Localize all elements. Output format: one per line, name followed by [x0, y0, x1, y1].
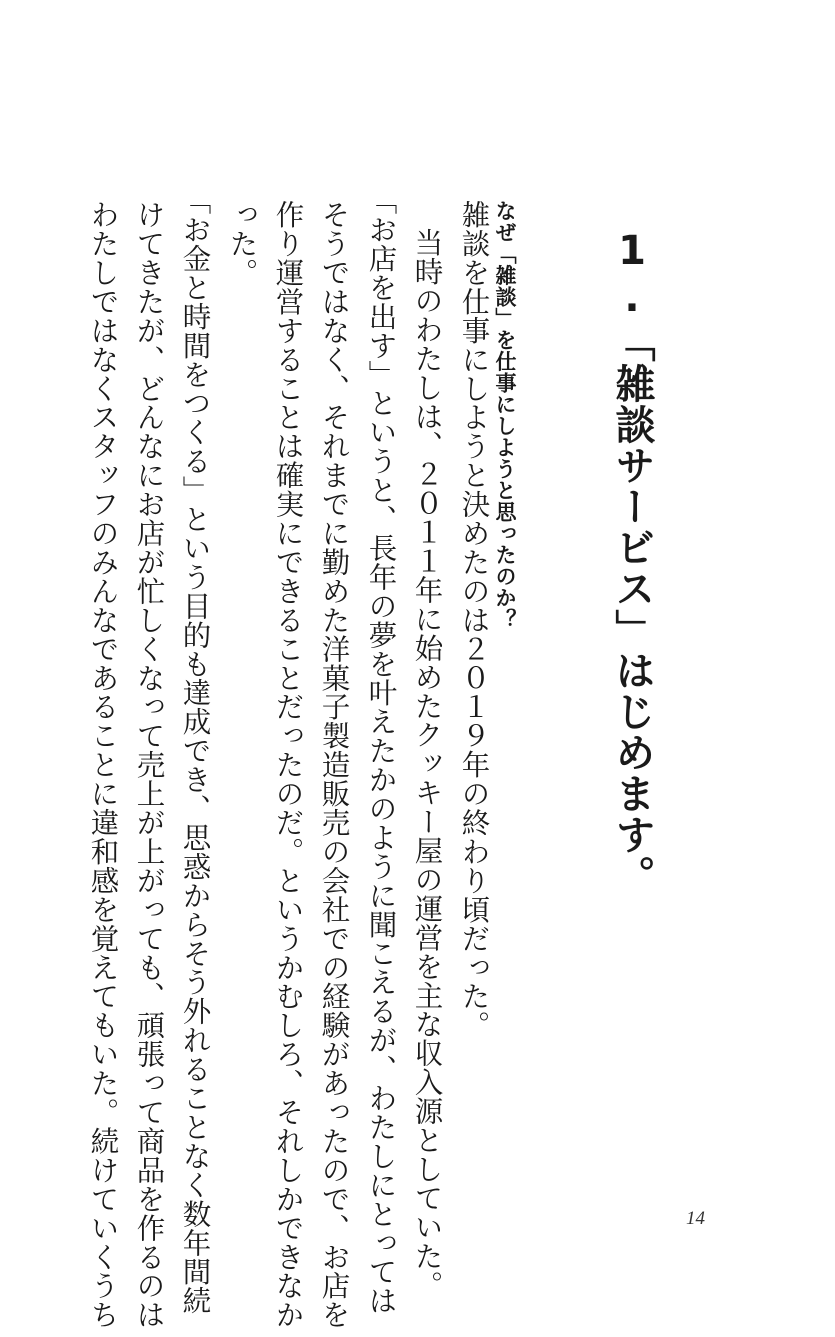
page-number: 14	[686, 1208, 705, 1229]
chapter-title: 1.「雑談サービス」はじめます。	[609, 228, 655, 896]
body-line-1: 雑談を仕事にしようと決めたのは２０１９年の終わり頃だった。	[457, 200, 491, 1040]
body-line-4: そうではなく、それまでに勤めた洋菓子製造販売の会社での経験があったので、お店を	[317, 200, 351, 1330]
body-line-6: った。	[225, 200, 259, 287]
body-line-5: 作り運営することは確実にできることだったのだ。というかむしろ、それしかできなか	[271, 200, 305, 1330]
body-line-3: 「お店を出す」というと、長年の夢を叶えたかのように聞こえるが、わたしにとっては	[364, 186, 398, 1316]
body-line-2: 当時のわたしは、２０１１年に始めたクッキー屋の運営を主な収入源としていた。	[410, 228, 444, 1300]
body-line-8: けてきたが、どんなにお店が忙しくなって売上が上がっても、頑張って商品を作るのは	[132, 200, 166, 1330]
body-line-9: わたしではなくスタッフのみんなであることに違和感を覚えてもいた。続けていくうち	[86, 200, 120, 1330]
section-heading: なぜ「雑談」を仕事にしようと思ったのか？	[493, 200, 517, 630]
body-line-7: 「お金と時間をつくる」という目的も達成でき、思惑からそう外れることなく数年間続	[178, 186, 212, 1316]
